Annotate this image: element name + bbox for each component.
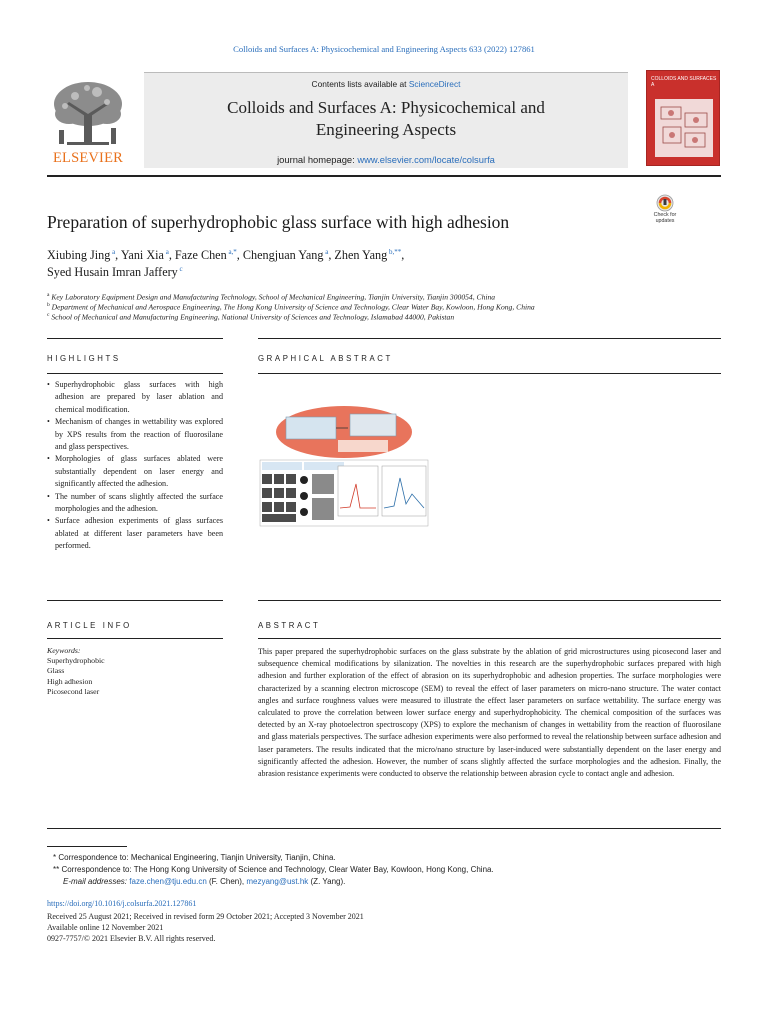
author-name[interactable]: Xiubing Jing	[47, 248, 111, 263]
author-name[interactable]: Syed Husain Imran Jaffery	[47, 265, 178, 280]
affiliation-a-mark: a	[47, 292, 50, 298]
contents-prefix: Contents lists available at	[311, 79, 409, 89]
journal-cover-thumbnail[interactable]	[646, 70, 720, 166]
article-info-heading: ARTICLE INFO	[47, 621, 132, 630]
graphical-abstract-heading: GRAPHICAL ABSTRACT	[258, 354, 393, 363]
highlight-item: • Morphologies of glass surfaces ablated were substantially dependent on laser energy and significantly affected the adhesion.	[47, 453, 223, 490]
author-separator: ,	[328, 248, 335, 263]
graphical-abstract-figure	[258, 404, 430, 528]
affiliation-a	[47, 292, 495, 302]
affiliation-b	[47, 302, 535, 312]
affiliation-a-text: Key Laboratory Equipment Design and Manufacturing Technology, School of Mechanical Engineering, Tianjin University, Tianjin 300054, China	[51, 292, 496, 302]
highlight-item: • Superhydrophobic glass surfaces with high adhesion are prepared by laser ablation and chemical modification.	[47, 379, 223, 416]
authors-line2	[47, 265, 183, 280]
keyword-item: Picosecond laser	[47, 687, 100, 697]
affiliation-b-text: Department of Mechanical and Aerospace Engineering, The Hong Kong University of Science and Technology, Clear Water Bay, Kowloon, Hong Kong, China	[51, 302, 535, 312]
highlights-list	[47, 379, 223, 553]
check-updates-line1: Check for	[653, 212, 677, 218]
highlight-item: • The number of scans slightly affected the surface morphologies and the adhesion.	[47, 491, 223, 516]
ga-head-rule	[258, 373, 721, 374]
highlights-bottom-rule	[47, 600, 223, 601]
elsevier-wordmark: ELSEVIER	[52, 150, 124, 166]
email-line	[63, 877, 345, 886]
ga-bottom-rule	[258, 600, 721, 601]
author-separator: ,	[236, 248, 243, 263]
footnote-rule	[47, 846, 127, 847]
email-yang-who: (Z. Yang).	[308, 877, 346, 886]
ga-top-rule	[258, 338, 721, 339]
keywords-label: Keywords:	[47, 646, 81, 655]
affiliation-c-mark: c	[47, 312, 50, 318]
homepage-prefix: journal homepage:	[277, 154, 358, 165]
article-title: Preparation of superhydrophobic glass surface with high adhesion	[47, 212, 510, 232]
highlights-heading: HIGHLIGHTS	[47, 354, 121, 363]
author-affiliation-mark[interactable]: b,**	[387, 248, 402, 256]
abstract-heading: ABSTRACT	[258, 621, 321, 630]
journal-homepage	[144, 154, 628, 165]
author-affiliation-mark[interactable]: a	[163, 248, 169, 256]
keyword-item: Superhydrophobic	[47, 656, 105, 665]
affiliation-c	[47, 312, 454, 322]
affiliation-b-mark: b	[47, 302, 50, 308]
journal-title	[144, 97, 628, 141]
email-label: E-mail addresses:	[63, 877, 128, 886]
highlight-item: • Surface adhesion experiments of glass surfaces ablated at different laser parameters have been performed.	[47, 515, 223, 552]
authors-line1	[47, 248, 404, 263]
author-name[interactable]: Chengjuan Yang	[242, 248, 324, 263]
homepage-link[interactable]: www.elsevier.com/locate/colsurfa	[357, 154, 495, 165]
highlights-head-rule	[47, 373, 223, 374]
available-online: Available online 12 November 2021	[47, 923, 164, 932]
keyword-item: Glass	[47, 666, 65, 676]
highlight-item: • Mechanism of changes in wettability was explored by XPS results from the reaction of fluorosilane and glass perspectives.	[47, 416, 223, 453]
email-link-chen[interactable]: faze.chen@tju.edu.cn	[129, 877, 207, 886]
journal-title-line1: Colloids and Surfaces A: Physicochemical and	[227, 98, 545, 117]
check-for-updates-label[interactable]	[646, 212, 684, 224]
author-affiliation-mark[interactable]: a,*	[226, 248, 237, 256]
journal-citation[interactable]: Colloids and Surfaces A: Physicochemical and Engineering Aspects 633 (2022) 127861	[233, 44, 535, 54]
email-chen-who: (F. Chen),	[206, 877, 247, 886]
correspondence-1: * Correspondence to: Mechanical Engineering, Tianjin University, Tianjin, China.	[53, 853, 336, 862]
author-name[interactable]: Zhen Yang	[334, 248, 388, 263]
highlights-top-rule	[47, 338, 223, 339]
abstract-text: This paper prepared the superhydrophobic surfaces on the glass substrate by the ablation of grid microstructures using picosecond laser and subsequence chemical modifications by silanization. The novelties in this research are the superhydrophobic surfaces prepared with high adhesion and further exploration of the effect of abrasion on its superhydrophobic and adhesion properties. The surface morphologies were characterized by a scanning electron microscope (SEM) to reveal the effect of laser parameters on micro-nano structure. The water contact angles and surface roughness values were measured to illustrate the effect laser parameters on surface wettability. The surface energy was calculated to prove the correlation between lower surface energy and superhydrophobicity. The chemical composition of the surfaces was detected by an X-ray photoelectron spectroscopy (XPS) to explore the mechanism of changes in wettability from the reaction of fluorosilane and glass materials perspectives. The surface adhesion experiments were also performed to reveal the relationship between surface adhesion and laser parameters. The results indicated that the micro/nano structure by laser-induced were substantially dependent on the laser energy and significantly affected the adhesion. However, the number of scans slightly affected the surface morphologies and the adhesion. Finally, the abrasion resistance experiments were conducted to observe the relationship between abrasion cycle to contact angle and adhesion.	[258, 647, 721, 779]
email-link-yang[interactable]: mezyang@ust.hk	[246, 877, 309, 886]
sciencedirect-link[interactable]: ScienceDirect	[408, 79, 461, 89]
abstract-rule	[258, 638, 721, 639]
affiliation-c-text: School of Mechanical and Manufacturing Engineering, National University of Sciences and Technology, Islamabad 44000, Pakistan	[51, 312, 455, 322]
author-affiliation-mark[interactable]: a	[323, 248, 329, 256]
doi-link[interactable]: https://doi.org/10.1016/j.colsurfa.2021.127861	[47, 899, 197, 908]
journal-title-line2: Engineering Aspects	[315, 120, 457, 139]
contents-line	[144, 79, 628, 89]
cover-artwork	[655, 99, 713, 157]
abstract-bottom-rule	[47, 828, 721, 829]
author-separator: ,	[115, 248, 121, 263]
keyword-item: High adhesion	[47, 676, 93, 686]
author-separator: ,	[168, 248, 175, 263]
cover-title: COLLOIDS AND SURFACES A	[651, 76, 717, 88]
keywords-list	[47, 656, 105, 698]
article-info-rule	[47, 638, 223, 639]
check-updates-line2: updates	[655, 218, 675, 224]
author-separator: ,	[401, 248, 405, 263]
author-name[interactable]: Faze Chen	[174, 248, 227, 263]
correspondence-2: ** Correspondence to: The Hong Kong University of Science and Technology, Clear Water Bay, Kowloon, Hong Kong, China.	[53, 865, 494, 874]
author-name[interactable]: Yani Xia	[120, 248, 164, 263]
cover-pattern-icon	[655, 99, 713, 157]
received-dates: Received 25 August 2021; Received in revised form 29 October 2021; Accepted 3 November 2021	[47, 912, 364, 921]
masthead-rule	[47, 175, 721, 177]
author-affiliation-mark[interactable]: c	[177, 265, 183, 273]
author-affiliation-mark[interactable]: a	[110, 248, 116, 256]
copyright: 0927-7757/© 2021 Elsevier B.V. All rights reserved.	[47, 934, 216, 943]
